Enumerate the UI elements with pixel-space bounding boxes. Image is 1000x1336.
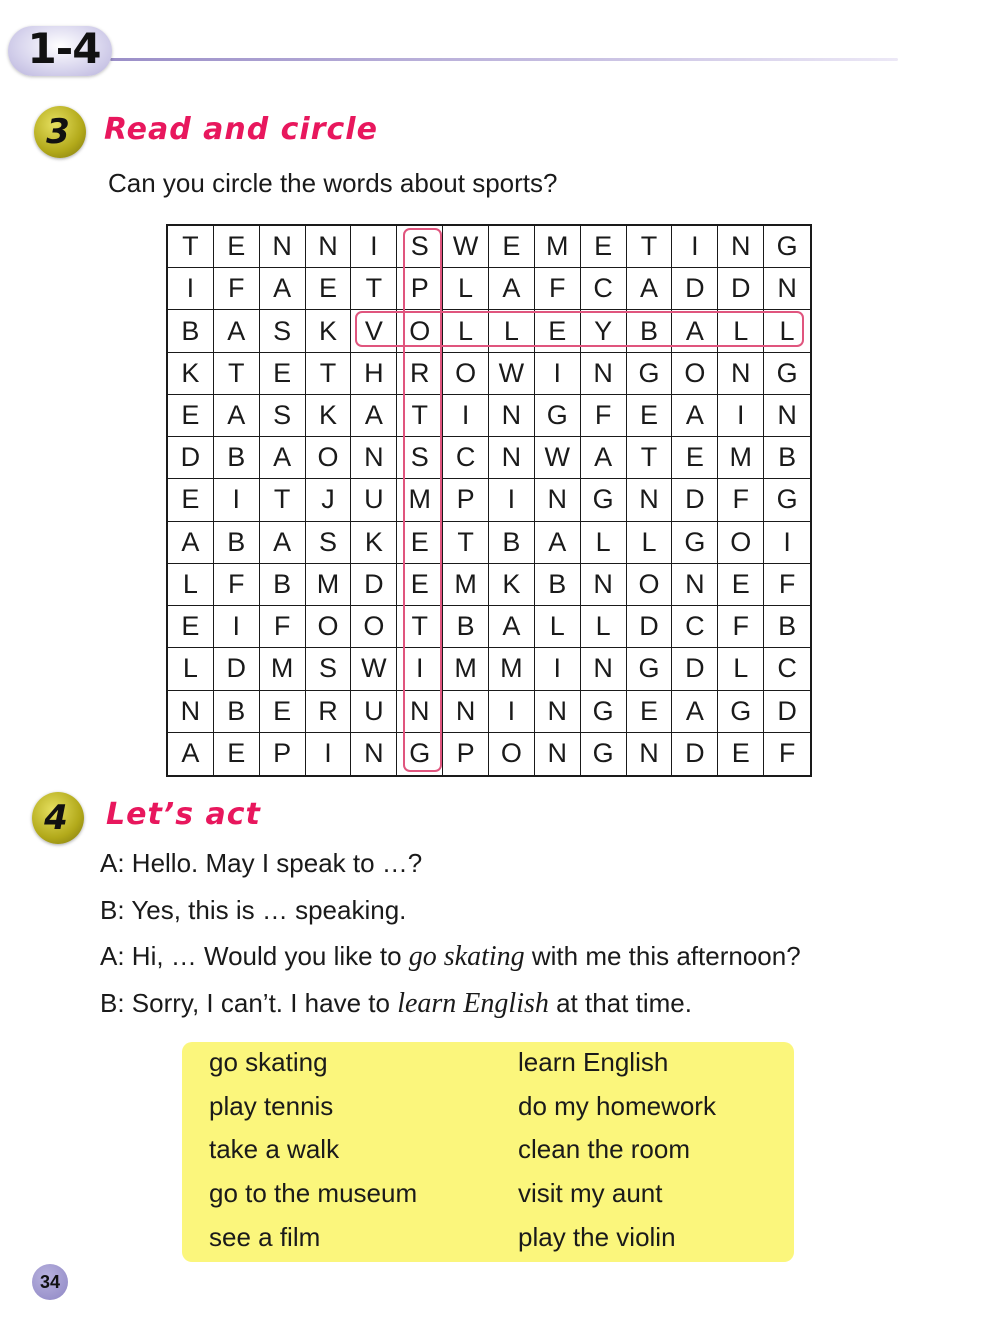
grid-cell: U: [351, 479, 397, 521]
grid-cell: N: [764, 268, 810, 310]
grid-cell: D: [764, 691, 810, 733]
grid-cell: C: [672, 606, 718, 648]
grid-cell: E: [168, 395, 214, 437]
grid-cell: A: [672, 395, 718, 437]
grid-cell: L: [168, 648, 214, 690]
grid-cell: L: [627, 522, 673, 564]
grid-cell: L: [764, 310, 810, 352]
grid-cell: M: [718, 437, 764, 479]
grid-cell: I: [397, 648, 443, 690]
grid-cell: N: [306, 226, 352, 268]
grid-cell: G: [764, 353, 810, 395]
grid-cell: N: [535, 691, 581, 733]
grid-cell: W: [535, 437, 581, 479]
unit-label: 1-4: [27, 24, 101, 73]
grid-cell: A: [535, 522, 581, 564]
grid-cell: N: [718, 226, 764, 268]
grid-cell: B: [443, 606, 489, 648]
grid-cell: E: [489, 226, 535, 268]
grid-cell: W: [351, 648, 397, 690]
grid-cell: N: [672, 564, 718, 606]
phrase-left-1: go skating: [209, 1047, 328, 1077]
grid-cell: C: [443, 437, 489, 479]
grid-cell: N: [581, 564, 627, 606]
grid-cell: C: [764, 648, 810, 690]
grid-cell: B: [764, 437, 810, 479]
grid-cell: B: [214, 522, 260, 564]
grid-cell: I: [306, 733, 352, 775]
grid-cell: G: [627, 648, 673, 690]
grid-cell: M: [306, 564, 352, 606]
grid-cell: B: [535, 564, 581, 606]
grid-cell: G: [627, 353, 673, 395]
grid-cell: E: [260, 691, 306, 733]
grid-cell: G: [581, 479, 627, 521]
grid-cell: I: [214, 479, 260, 521]
grid-cell: N: [397, 691, 443, 733]
grid-cell: I: [489, 479, 535, 521]
grid-cell: B: [489, 522, 535, 564]
grid-cell: M: [260, 648, 306, 690]
grid-cell: G: [764, 226, 810, 268]
phrase-left-2: play tennis: [209, 1091, 334, 1121]
grid-cell: O: [351, 606, 397, 648]
grid-cell: E: [535, 310, 581, 352]
grid-cell: L: [718, 310, 764, 352]
grid-cell: D: [672, 479, 718, 521]
grid-cell: I: [168, 268, 214, 310]
grid-cell: P: [397, 268, 443, 310]
grid-cell: S: [397, 437, 443, 479]
grid-cell: G: [581, 691, 627, 733]
grid-cell: A: [260, 268, 306, 310]
grid-cell: E: [214, 226, 260, 268]
grid-cell: O: [718, 522, 764, 564]
grid-cell: G: [764, 479, 810, 521]
grid-cell: T: [306, 353, 352, 395]
grid-cell: D: [672, 733, 718, 775]
grid-cell: I: [489, 691, 535, 733]
grid-cell: L: [489, 310, 535, 352]
grid-cell: I: [443, 395, 489, 437]
grid-cell: K: [306, 395, 352, 437]
grid-cell: N: [443, 691, 489, 733]
grid-cell: F: [778, 738, 796, 769]
grid-cell: E: [718, 733, 764, 775]
phrase-left-3: take a walk: [209, 1134, 340, 1164]
phrase-right-3: clean the room: [518, 1134, 690, 1164]
grid-cell: J: [306, 479, 352, 521]
grid-cell: A: [260, 522, 306, 564]
grid-cell: T: [351, 268, 397, 310]
grid-cell: B: [214, 691, 260, 733]
phrase-right-2: do my homework: [518, 1091, 716, 1121]
phrase-right-5: play the violin: [518, 1222, 676, 1252]
grid-cell: F: [214, 268, 260, 310]
grid-cell: E: [672, 437, 718, 479]
grid-cell: H: [351, 353, 397, 395]
grid-cell: P: [443, 733, 489, 775]
grid-cell: P: [260, 733, 306, 775]
grid-cell: S: [260, 310, 306, 352]
phrase-left-5: see a film: [209, 1222, 321, 1252]
grid-cell: K: [306, 310, 352, 352]
grid-cell: I: [764, 522, 810, 564]
grid-cell: O: [489, 733, 535, 775]
grid-cell: I: [672, 226, 718, 268]
grid-cell: D: [351, 564, 397, 606]
grid-cell: S: [397, 226, 443, 268]
grid-cell: B: [764, 606, 810, 648]
grid-cell: M: [443, 564, 489, 606]
grid-cell: O: [306, 437, 352, 479]
grid-cell: N: [581, 648, 627, 690]
grid-cell: G: [718, 691, 764, 733]
grid-cell: N: [489, 437, 535, 479]
grid-cell: N: [581, 353, 627, 395]
grid-cell: N: [351, 437, 397, 479]
grid-cell: B: [627, 310, 673, 352]
grid-cell: L: [718, 648, 764, 690]
grid-cell: L: [443, 310, 489, 352]
grid-cell: A: [672, 691, 718, 733]
grid-cell: E: [168, 479, 214, 521]
grid-cell: T: [627, 226, 673, 268]
grid-cell: O: [627, 564, 673, 606]
grid-cell: T: [260, 479, 306, 521]
grid-cell: F: [214, 564, 260, 606]
phrase-left-4: go to the museum: [209, 1178, 418, 1208]
grid-cell: V: [351, 310, 397, 352]
grid-cell: D: [168, 437, 214, 479]
grid-cell: N: [627, 479, 673, 521]
grid-cell: E: [397, 564, 443, 606]
dialogue-line-1: A: Hello. May I speak to …?: [100, 848, 423, 878]
grid-cell: A: [489, 268, 535, 310]
grid-cell: N: [260, 226, 306, 268]
grid-cell: I: [535, 648, 581, 690]
grid-cell: O: [306, 606, 352, 648]
grid-cell: P: [443, 479, 489, 521]
grid-cell: M: [397, 479, 443, 521]
grid-cell: T: [627, 437, 673, 479]
grid-cell: F: [260, 606, 306, 648]
grid-cell: A: [489, 606, 535, 648]
grid-cell: F: [718, 479, 764, 521]
grid-cell: G: [672, 522, 718, 564]
grid-cell: K: [351, 522, 397, 564]
grid-cell: A: [260, 437, 306, 479]
grid-cell: E: [397, 522, 443, 564]
grid-cell: I: [214, 606, 260, 648]
grid-cell: O: [443, 353, 489, 395]
grid-cell: I: [718, 395, 764, 437]
grid-cell: A: [168, 733, 214, 775]
grid-cell: A: [627, 268, 673, 310]
phrase-right-4: visit my aunt: [518, 1178, 663, 1208]
grid-cell: K: [168, 353, 214, 395]
word-search-grid: [166, 224, 812, 777]
grid-cell: A: [214, 395, 260, 437]
grid-cell: T: [397, 395, 443, 437]
grid-cell: L: [168, 564, 214, 606]
grid-cell: D: [214, 648, 260, 690]
grid-cell: T: [443, 522, 489, 564]
grid-cell: A: [168, 522, 214, 564]
page-number: 34: [32, 1264, 68, 1300]
grid-cell: Y: [581, 310, 627, 352]
grid-cell: T: [397, 606, 443, 648]
section-4-number: 4: [44, 798, 68, 838]
grid-cell: S: [306, 648, 352, 690]
grid-cell: N: [627, 733, 673, 775]
header-rule: [110, 58, 898, 61]
grid-cell: E: [718, 564, 764, 606]
grid-cell: O: [397, 310, 443, 352]
grid-cell: N: [535, 479, 581, 521]
grid-cell: E: [306, 268, 352, 310]
section-3-title: Read and circle: [104, 112, 378, 147]
section-3-number: 3: [46, 112, 70, 152]
grid-cell: W: [443, 226, 489, 268]
grid-cell: N: [764, 395, 810, 437]
grid-cell: F: [718, 606, 764, 648]
grid-cell: E: [168, 606, 214, 648]
grid-cell: T: [168, 226, 214, 268]
dialogue-line-3: A: Hi, … Would you like to go skating with me this afternoon?: [100, 941, 801, 972]
grid-cell: G: [397, 733, 443, 775]
grid-cell: D: [627, 606, 673, 648]
grid-cell: G: [535, 395, 581, 437]
grid-cell: N: [489, 395, 535, 437]
grid-cell: E: [214, 733, 260, 775]
grid-cell: N: [718, 353, 764, 395]
dialogue-emphasis: learn English: [397, 988, 549, 1019]
grid-cell: M: [443, 648, 489, 690]
grid-cell: B: [260, 564, 306, 606]
grid-cell: A: [351, 395, 397, 437]
grid-cell: D: [718, 268, 764, 310]
grid-cell: L: [581, 606, 627, 648]
grid-cell: I: [535, 353, 581, 395]
grid-cell: D: [672, 268, 718, 310]
grid-cell: S: [306, 522, 352, 564]
grid-cell: F: [764, 564, 810, 606]
grid-cell: L: [443, 268, 489, 310]
grid-cell: F: [535, 268, 581, 310]
grid-cell: R: [397, 353, 443, 395]
grid-cell: N: [351, 733, 397, 775]
grid-cell: L: [535, 606, 581, 648]
grid-cell: A: [581, 437, 627, 479]
grid-cell: K: [489, 564, 535, 606]
grid-cell: B: [214, 437, 260, 479]
grid-cell: M: [535, 226, 581, 268]
grid-cell: F: [581, 395, 627, 437]
grid-cell: M: [489, 648, 535, 690]
grid-cell: A: [214, 310, 260, 352]
grid-cell: N: [535, 733, 581, 775]
grid-cell: R: [306, 691, 352, 733]
instruction-text: Can you circle the words about sports?: [108, 168, 558, 198]
grid-cell: E: [260, 353, 306, 395]
grid-cell: T: [214, 353, 260, 395]
dialogue-line-4: B: Sorry, I can’t. I have to learn English at that time.: [100, 988, 692, 1019]
grid-cell: W: [489, 353, 535, 395]
grid-cell: L: [581, 522, 627, 564]
dialogue-emphasis: go skating: [408, 941, 525, 972]
grid-cell: E: [581, 226, 627, 268]
phrase-right-1: learn English: [518, 1047, 669, 1077]
grid-cell: U: [351, 691, 397, 733]
grid-cell: D: [672, 648, 718, 690]
grid-cell: S: [260, 395, 306, 437]
grid-cell: A: [672, 310, 718, 352]
grid-cell: O: [672, 353, 718, 395]
grid-cell: C: [581, 268, 627, 310]
grid-cell: I: [351, 226, 397, 268]
grid-cell: E: [627, 691, 673, 733]
grid-cell: B: [168, 310, 214, 352]
section-4-title: Let’s act: [106, 797, 261, 832]
dialogue-line-2: B: Yes, this is … speaking.: [100, 895, 407, 925]
grid-cell: N: [168, 691, 214, 733]
grid-cell: E: [627, 395, 673, 437]
grid-cell: G: [581, 733, 627, 775]
